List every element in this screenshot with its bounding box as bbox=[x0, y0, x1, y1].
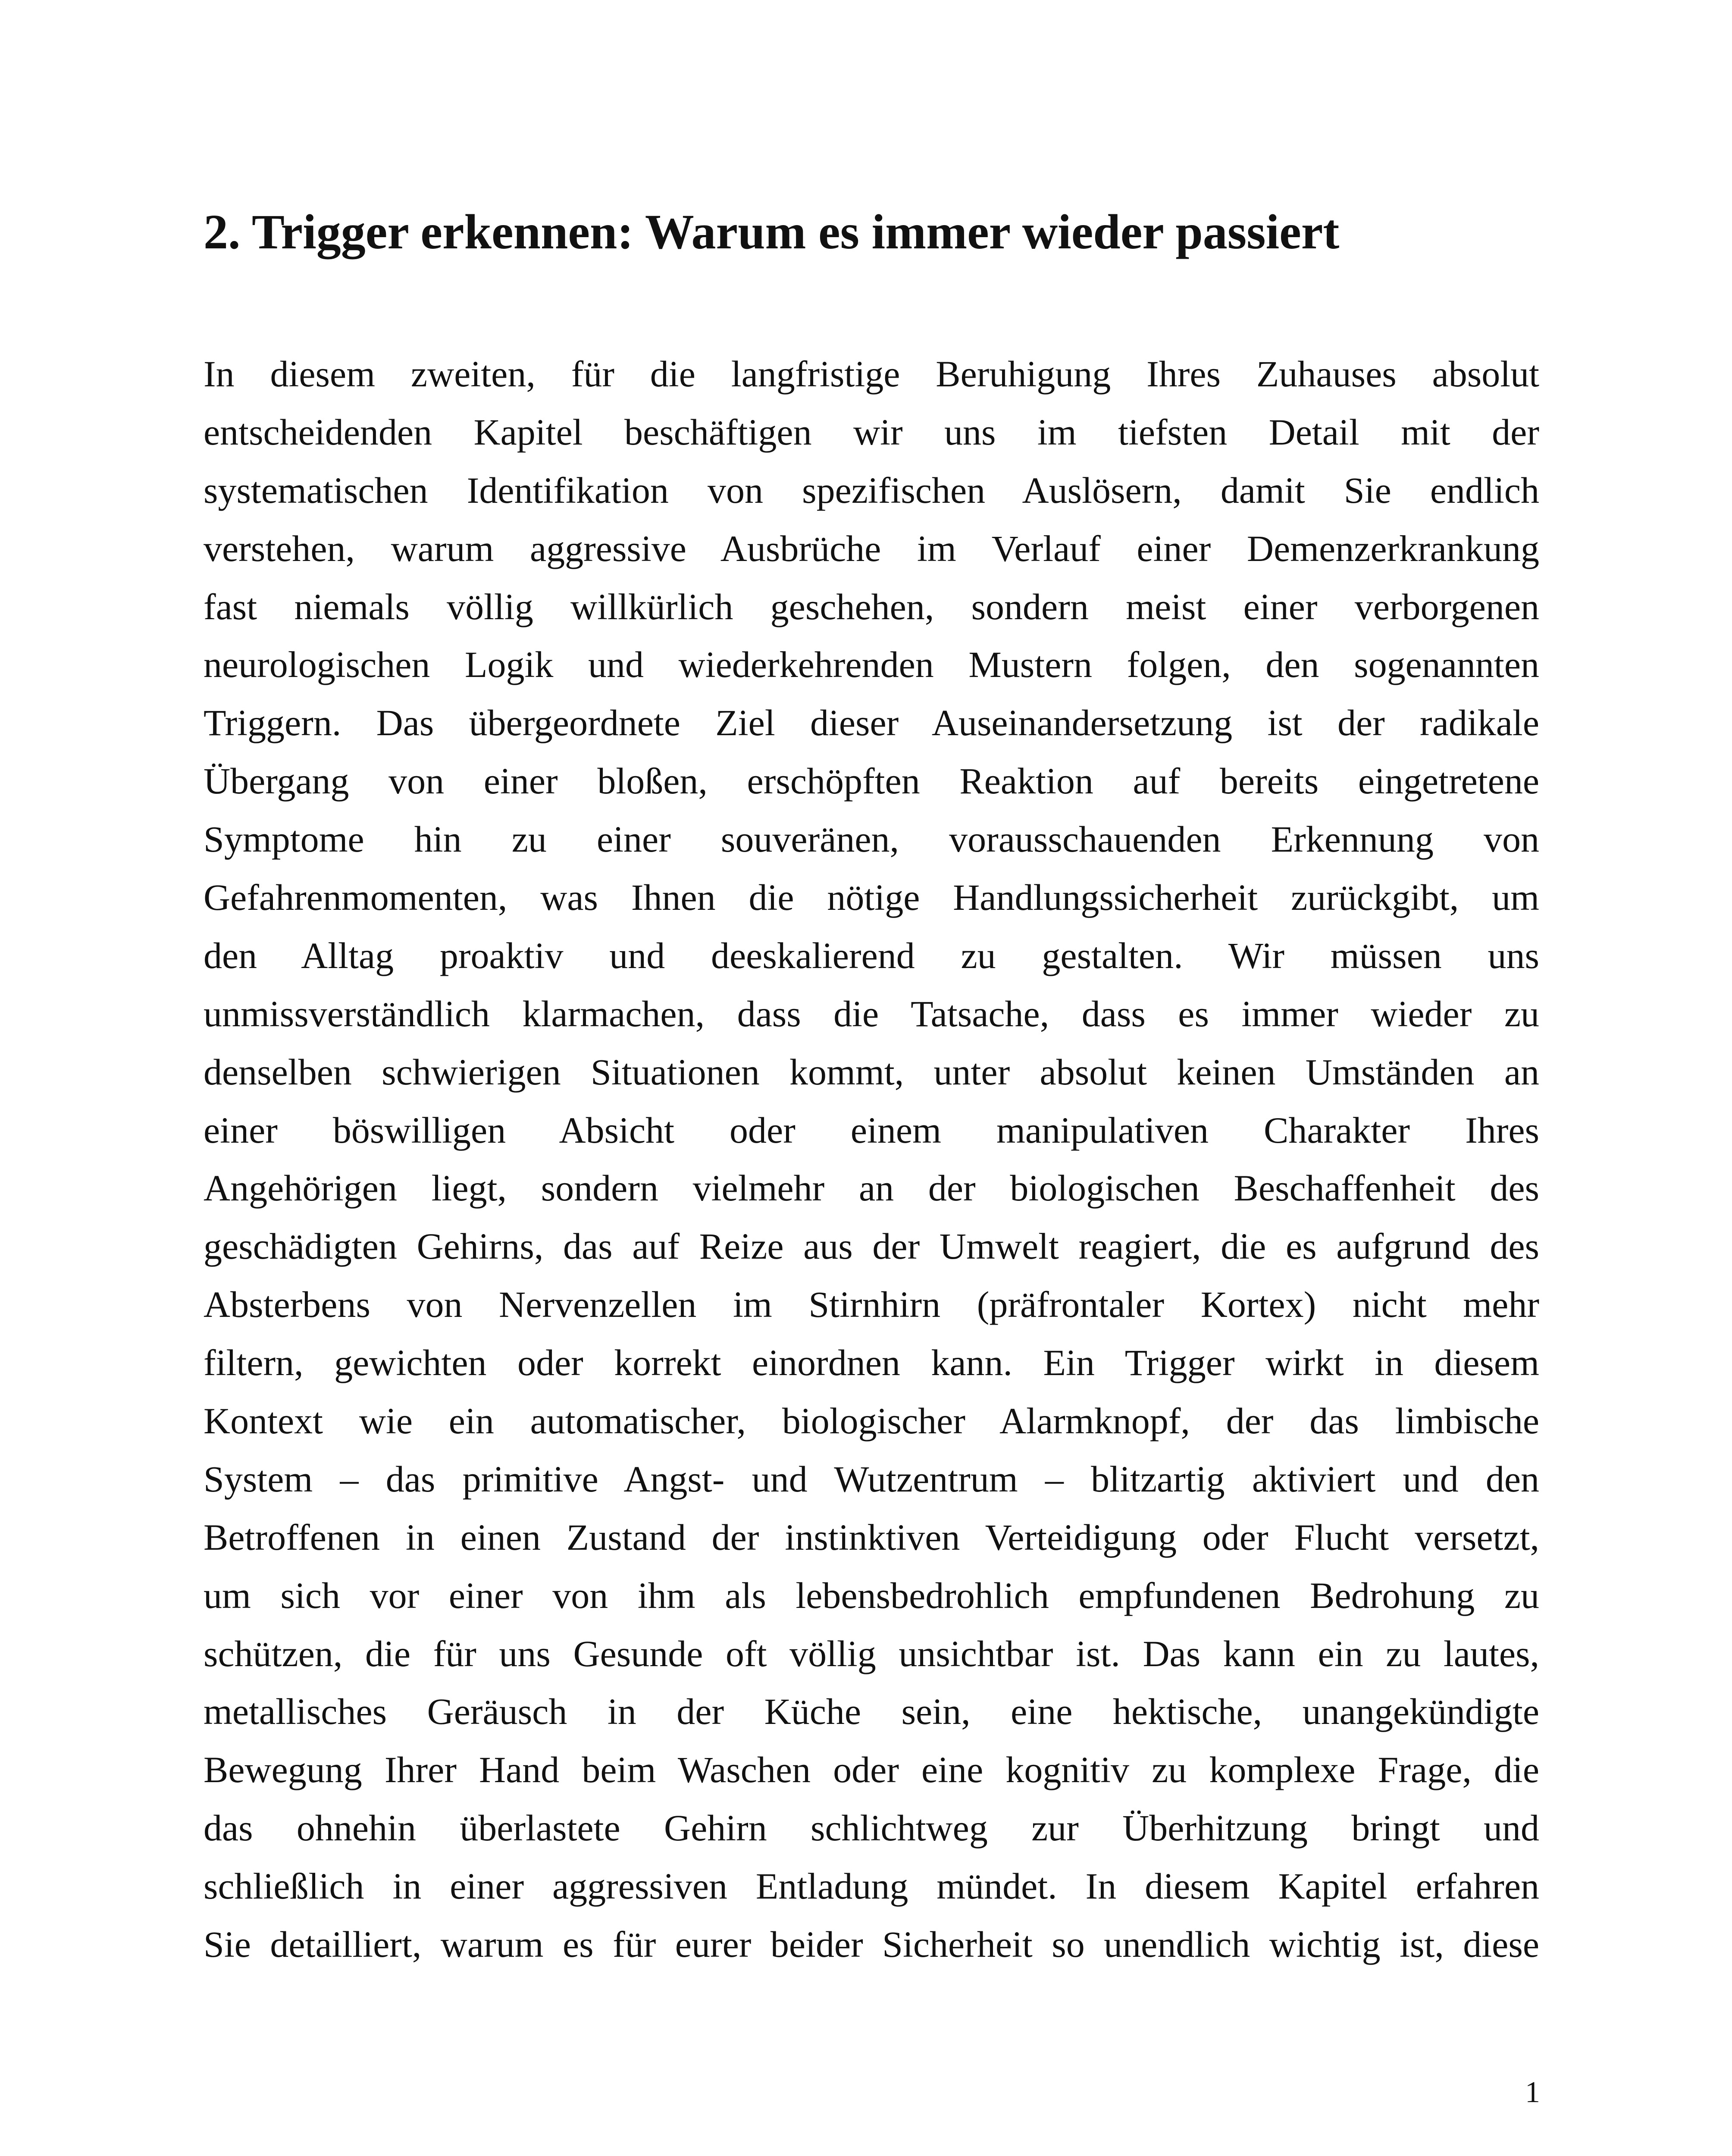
paragraph-line: Triggern. Das übergeordnete Ziel dieser Auseinandersetzung ist der radikale bbox=[204, 702, 1539, 744]
paragraph-line: denselben schwierigen Situationen kommt, unter absolut keinen Umständen an bbox=[204, 1051, 1539, 1093]
paragraph-line: unmissverständlich klarmachen, dass die Tatsache, dass es immer wieder zu bbox=[204, 993, 1539, 1034]
chapter-heading: 2. Trigger erkennen: Warum es immer wieder passiert bbox=[204, 204, 1340, 259]
paragraph-line: schützen, die für uns Gesunde oft völlig unsichtbar ist. Das kann ein zu lautes, bbox=[204, 1633, 1539, 1674]
paragraph-line: Übergang von einer bloßen, erschöpften Reaktion auf bereits eingetretene bbox=[204, 760, 1539, 802]
paragraph-line: einer böswilligen Absicht oder einem manipulativen Charakter Ihres bbox=[204, 1109, 1539, 1151]
paragraph-line: Kontext wie ein automatischer, biologischer Alarmknopf, der das limbische bbox=[204, 1400, 1539, 1442]
paragraph-line: entscheidenden Kapitel beschäftigen wir uns im tiefsten Detail mit der bbox=[204, 411, 1539, 453]
paragraph-line: System – das primitive Angst- und Wutzentrum – blitzartig aktiviert und den bbox=[204, 1458, 1539, 1500]
paragraph-line: filtern, gewichten oder korrekt einordnen kann. Ein Trigger wirkt in diesem bbox=[204, 1342, 1539, 1384]
paragraph-line: um sich vor einer von ihm als lebensbedrohlich empfundenen Bedrohung zu bbox=[204, 1574, 1539, 1616]
paragraph-line: Absterbens von Nervenzellen im Stirnhirn (präfrontaler Kortex) nicht mehr bbox=[204, 1284, 1539, 1326]
page-number: 1 bbox=[1525, 2076, 1540, 2109]
paragraph-line: geschädigten Gehirns, das auf Reize aus der Umwelt reagiert, die es aufgrund des bbox=[204, 1225, 1539, 1267]
paragraph-line: den Alltag proaktiv und deeskalierend zu gestalten. Wir müssen uns bbox=[204, 934, 1539, 976]
paragraph-line: Angehörigen liegt, sondern vielmehr an der biologischen Beschaffenheit des bbox=[204, 1167, 1539, 1209]
body-paragraph bbox=[204, 345, 1539, 1974]
paragraph-line: metallisches Geräusch in der Küche sein, eine hektische, unangekündigte bbox=[204, 1691, 1539, 1733]
paragraph-line: Gefahrenmomenten, was Ihnen die nötige Handlungssicherheit zurückgibt, um bbox=[204, 877, 1539, 918]
paragraph-line: fast niemals völlig willkürlich geschehen, sondern meist einer verborgenen bbox=[204, 586, 1539, 627]
paragraph-line: schließlich in einer aggressiven Entladung mündet. In diesem Kapitel erfahren bbox=[204, 1865, 1539, 1907]
paragraph-line: Sie detailliert, warum es für eurer beider Sicherheit so unendlich wichtig ist, diese bbox=[204, 1924, 1539, 1965]
paragraph-line: Symptome hin zu einer souveränen, vorausschauenden Erkennung von bbox=[204, 818, 1539, 860]
paragraph-line: verstehen, warum aggressive Ausbrüche im Verlauf einer Demenzerkrankung bbox=[204, 527, 1539, 569]
paragraph-line: neurologischen Logik und wiederkehrenden Mustern folgen, den sogenannten bbox=[204, 644, 1539, 686]
paragraph-line: das ohnehin überlastete Gehirn schlichtweg zur Überhitzung bringt und bbox=[204, 1807, 1539, 1849]
paragraph-line: In diesem zweiten, für die langfristige Beruhigung Ihres Zuhauses absolut bbox=[204, 353, 1539, 395]
paragraph-line: systematischen Identifikation von spezifischen Auslösern, damit Sie endlich bbox=[204, 469, 1539, 511]
paragraph-line: Bewegung Ihrer Hand beim Waschen oder eine kognitiv zu komplexe Frage, die bbox=[204, 1749, 1539, 1791]
paragraph-line: Betroffenen in einen Zustand der instinktiven Verteidigung oder Flucht versetzt, bbox=[204, 1516, 1539, 1558]
